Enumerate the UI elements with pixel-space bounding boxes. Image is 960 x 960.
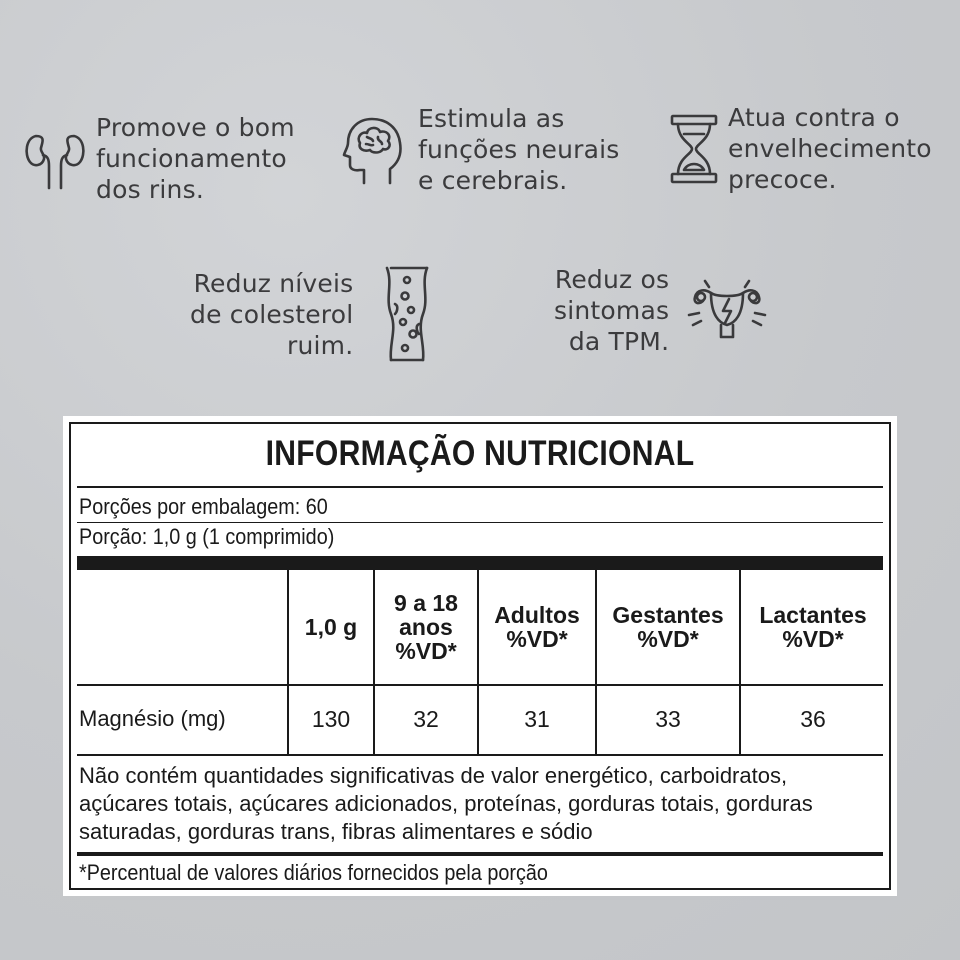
nutrient-value-lactating: 36	[800, 705, 826, 732]
hourglass-icon	[668, 112, 720, 186]
nutrition-note: Não contém quantidades significativas de valor energético, carboidratos, açúcares totais, açúcares adicionados, proteínas, gorduras totais, gorduras saturadas, gorduras trans, fibras alimentares e sódio	[79, 763, 813, 844]
nutrient-name: Magnésio (mg)	[79, 706, 226, 731]
column-header-9-18: 9 a 18 anos %VD*	[394, 590, 458, 664]
nutrient-grid	[77, 570, 883, 754]
servings-per-package: Porções por embalagem: 60	[79, 494, 328, 519]
benefit-text: Reduz níveis de colesterol ruim.	[190, 268, 354, 360]
benefit-brain	[342, 103, 620, 196]
uterus-pain-icon	[685, 271, 769, 351]
nutrient-value-9-18: 32	[413, 705, 439, 732]
column-header-adults: Adultos %VD*	[494, 602, 580, 652]
column-header-serving: 1,0 g	[304, 614, 358, 640]
nutrition-title: INFORMAÇÃO NUTRICIONAL	[265, 434, 695, 473]
benefit-kidneys	[22, 112, 295, 205]
benefit-cholesterol	[190, 264, 433, 364]
brain-head-icon	[342, 113, 404, 187]
benefit-text: Atua contra o envelhecimento precoce.	[728, 103, 932, 194]
nutrient-value-pregnant: 33	[655, 705, 681, 732]
thick-divider	[77, 852, 883, 856]
benefit-pms	[554, 264, 769, 357]
divider	[77, 486, 883, 488]
benefit-hourglass	[668, 102, 932, 195]
thick-divider	[77, 556, 883, 570]
daily-value-footnote: *Percentual de valores diários fornecidos pela porção	[79, 860, 548, 885]
serving-size: Porção: 1,0 g (1 comprimido)	[79, 524, 335, 549]
nutrition-facts-panel	[63, 416, 897, 896]
artery-cholesterol-icon	[383, 264, 433, 364]
benefit-text: Estimula as funções neurais e cerebrais.	[418, 104, 620, 195]
column-header-lactating: Lactantes %VD*	[759, 602, 867, 652]
nutrient-value-adults: 31	[524, 705, 550, 732]
divider	[77, 754, 883, 756]
column-header-pregnant: Gestantes %VD*	[612, 602, 724, 652]
benefit-text: Promove o bom funcionamento dos rins.	[96, 113, 295, 204]
divider	[77, 522, 883, 523]
kidneys-icon	[22, 126, 88, 192]
nutrition-table	[69, 422, 891, 890]
benefit-text: Reduz os sintomas da TPM.	[554, 265, 670, 356]
nutrient-value-serving: 130	[311, 705, 351, 732]
